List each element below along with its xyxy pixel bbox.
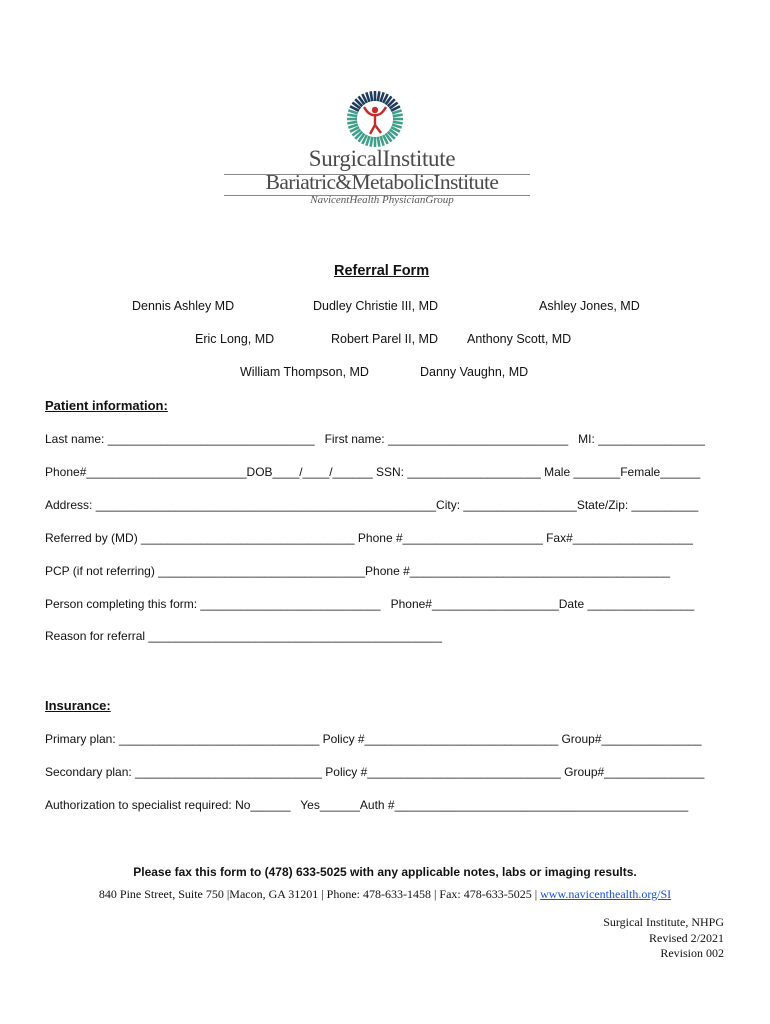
logo-brand-navicent: NavicentHealth PhysicianGroup (310, 194, 454, 206)
form-title: Referral Form (334, 263, 430, 279)
logo-ring-segment (393, 115, 403, 117)
logo-brand-bariatric: Bariatric&MetabolicInstitute (265, 170, 499, 194)
logo-ring-segment (378, 91, 380, 101)
physician-name: Ashley Jones, MD (539, 299, 640, 313)
contact-address-line (0, 887, 770, 902)
address-city-state-line[interactable]: Address: ___________________________________________________City: _________________State/Zip: __________ (45, 498, 699, 512)
institute-logo (222, 90, 542, 215)
logo-ring-segment (347, 115, 357, 117)
physician-name: Danny Vaughn, MD (420, 365, 529, 379)
physician-name: Eric Long, MD (195, 332, 275, 346)
website-link[interactable]: www.navicenthealth.org/SI (540, 887, 672, 901)
pcp-line[interactable]: PCP (if not referring) _______________________________Phone #_______________________________________ (45, 564, 671, 578)
referred-by-line[interactable]: Referred by (MD) ________________________________ Phone #_____________________ Fax#__________________ (45, 531, 693, 545)
reason-for-referral-line[interactable]: Reason for referral ____________________________________________ (45, 629, 443, 643)
physician-name: Dudley Christie III, MD (313, 299, 439, 313)
patient-info-heading: Patient information: (45, 398, 168, 413)
physician-name: William Thompson, MD (240, 365, 369, 379)
contact-address-text: 840 Pine Street, Suite 750 |Macon, GA 31201 | Phone: 478-633-1458 | Fax: 478-633-5025 | (98, 887, 541, 901)
physician-name: Robert Parel II, MD (331, 332, 438, 346)
physician-name: Anthony Scott, MD (467, 332, 572, 346)
logo-mark-icon (222, 90, 542, 150)
logo-brand-surgical-institute: SurgicalInstitute (308, 146, 456, 171)
org-name: Surgical Institute, NHPG (603, 915, 724, 929)
last-first-mi-line[interactable]: Last name: _______________________________ First name: ___________________________ MI: ________________ (45, 432, 705, 446)
secondary-plan-line[interactable]: Secondary plan: ____________________________ Policy #_____________________________ Group#_______________ (45, 765, 705, 779)
insurance-heading: Insurance: (45, 698, 111, 713)
logo-ring-segment (347, 122, 357, 124)
revision-number: Revision 002 (660, 946, 724, 960)
logo-ring-segment (371, 91, 373, 101)
authorization-line[interactable]: Authorization to specialist required: No______ Yes______Auth #____________________________________________ (45, 798, 689, 812)
logo-figure-icon (364, 107, 386, 134)
person-completing-line[interactable]: Person completing this form: ___________________________ Phone#___________________Date ________________ (45, 597, 695, 611)
logo-ring-segment (393, 122, 403, 124)
primary-plan-line[interactable]: Primary plan: ______________________________ Policy #_____________________________ Group#_______________ (45, 732, 702, 746)
fax-instruction: Please fax this form to (478) 633-5025 with any applicable notes, labs or imaging results. (133, 865, 637, 879)
physician-name: Dennis Ashley MD (132, 299, 235, 313)
phone-dob-ssn-sex-line[interactable]: Phone#________________________DOB____/____/______ SSN: ____________________ Male _______Female______ (45, 465, 701, 479)
revised-date: Revised 2/2021 (649, 931, 724, 945)
